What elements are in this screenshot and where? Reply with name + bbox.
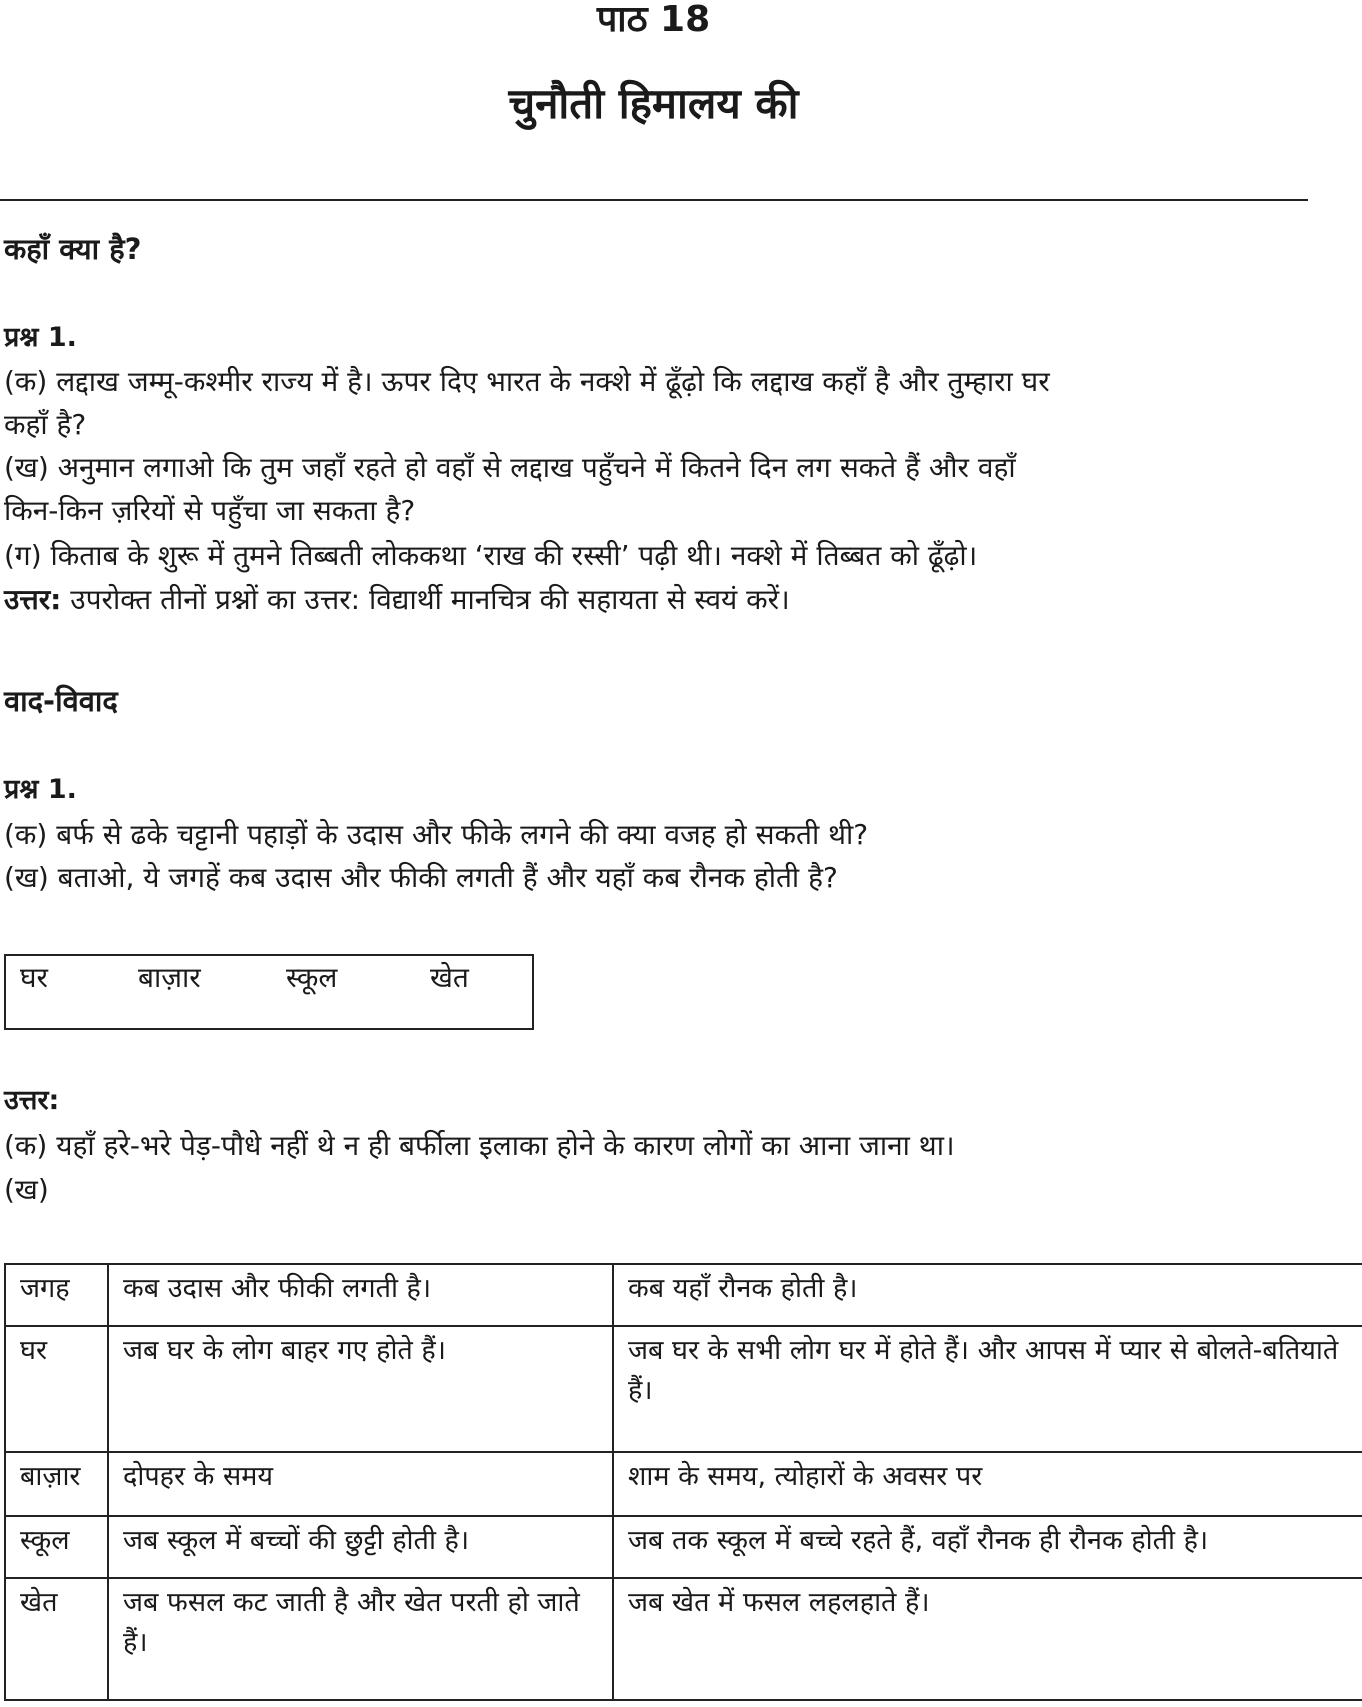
table-cell-dull: दोपहर के समय (108, 1452, 613, 1516)
table-row (5, 1578, 1362, 1700)
word-box-item: खेत (430, 961, 469, 994)
answer-text: उपरोक्त तीनों प्रश्नों का उत्तर: विद्यार्थी मानचित्र की सहायता से स्वयं करें। (61, 583, 790, 616)
table-cell-lively: जब खेत में फसल लहलहाते हैं। (613, 1578, 1362, 1700)
question-label: प्रश्न 1. (4, 774, 77, 805)
answer-table (4, 1263, 1362, 1701)
table-cell-lively: शाम के समय, त्योहारों के अवसर पर (613, 1452, 1362, 1516)
table-cell-lively: जब घर के सभी लोग घर में होते हैं। और आपस में प्यार से बोलते-बतियाते हैं। (613, 1326, 1362, 1452)
answer-line: (ख) (4, 1173, 49, 1206)
table-cell-place: बाज़ार (5, 1452, 108, 1516)
lesson-title: चुनौती हिमालय की (508, 79, 799, 128)
table-row (5, 1326, 1362, 1452)
table-header-cell: कब यहाँ रौनक होती है। (613, 1264, 1362, 1326)
table-row (5, 1516, 1362, 1578)
table-cell-place: खेत (5, 1578, 108, 1700)
table-header-cell: जगह (5, 1264, 108, 1326)
table-cell-dull: जब घर के लोग बाहर गए होते हैं। (108, 1326, 613, 1452)
title-divider (0, 199, 1308, 201)
table-cell-dull: जब स्कूल में बच्चों की छुट्टी होती है। (108, 1516, 613, 1578)
question-line: (ख) अनुमान लगाओ कि तुम जहाँ रहते हो वहाँ से लद्दाख पहुँचने में कितने दिन लग सकते हैं और वहाँ (4, 451, 1016, 484)
table-header-row (5, 1264, 1362, 1326)
lesson-number: पाठ 18 (596, 0, 711, 40)
section-heading-where-what: कहाँ क्या है? (4, 232, 142, 266)
table-cell-lively: जब तक स्कूल में बच्चे रहते हैं, वहाँ रौनक ही रौनक होती है। (613, 1516, 1362, 1578)
word-box-item: घर (20, 961, 49, 994)
question-line: (क) बर्फ से ढके चट्टानी पहाड़ों के उदास और फीके लगने की क्या वजह हो सकती थी? (4, 818, 869, 851)
answer-label: उत्तर: (4, 583, 62, 616)
question-line: कहाँ है? (4, 408, 87, 441)
table-row (5, 1452, 1362, 1516)
word-box (4, 954, 534, 1030)
table-cell-place: घर (5, 1326, 108, 1452)
question-line: (क) लद्दाख जम्मू-कश्मीर राज्य में है। ऊपर दिए भारत के नक्शे में ढूँढ़ो कि लद्दाख कहाँ है और तुम्हारा घर (4, 365, 1050, 398)
table-header-cell: कब उदास और फीकी लगती है। (108, 1264, 613, 1326)
question-line: किन-किन ज़रियों से पहुँचा जा सकता है? (4, 494, 416, 527)
answer-line: (क) यहाँ हरे-भरे पेड़-पौधे नहीं थे न ही बर्फीला इलाका होने के कारण लोगों का आना जाना था। (4, 1129, 955, 1162)
question-line: (ख) बताओ, ये जगहें कब उदास और फीकी लगती हैं और यहाँ कब रौनक होती है? (4, 861, 838, 894)
question-line: (ग) किताब के शुरू में तुमने तिब्बती लोककथा ‘राख की रस्सी’ पढ़ी थी। नक्शे में तिब्बत को ढूँढ़ो। (4, 539, 978, 572)
table-cell-dull: जब फसल कट जाती है और खेत परती हो जाते हैं। (108, 1578, 613, 1700)
table-cell-place: स्कूल (5, 1516, 108, 1578)
answer-label: उत्तर: (4, 1085, 60, 1116)
answer-line (4, 578, 790, 621)
question-label: प्रश्न 1. (4, 322, 77, 353)
word-box-item: बाज़ार (138, 961, 201, 994)
section-heading-debate: वाद-विवाद (4, 684, 118, 718)
word-box-item: स्कूल (286, 961, 338, 994)
